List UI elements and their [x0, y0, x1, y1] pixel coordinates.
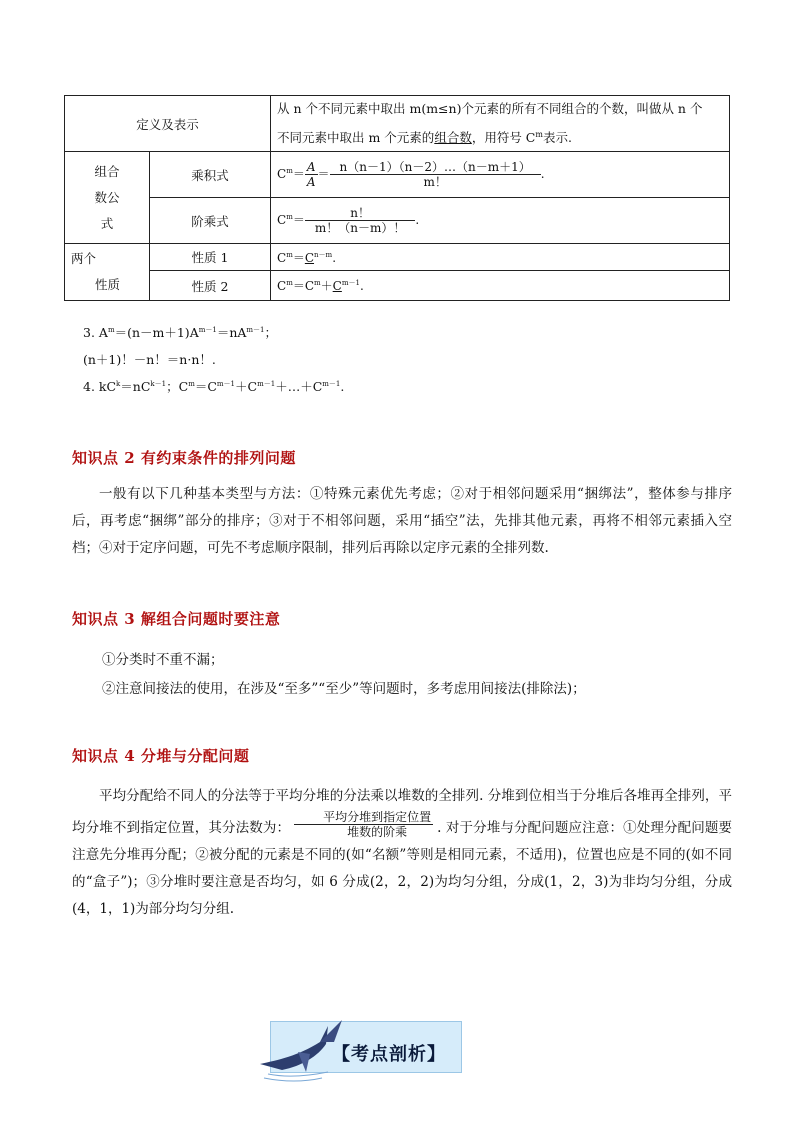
- definition-text-cell: [271, 96, 730, 152]
- formula-sup: n－m: [314, 250, 333, 259]
- fraction-numerator: 平均分堆到指定位置: [323, 810, 432, 824]
- properties-label-line: 两个: [71, 251, 97, 267]
- combination-number-term: 组合数: [434, 130, 472, 146]
- properties-group-cell: [65, 244, 150, 301]
- formula-symbol: C: [304, 250, 315, 265]
- formula-part: ；C: [166, 379, 189, 394]
- property-2-label: 性质 2: [191, 278, 229, 294]
- formula-sup: m－1: [246, 325, 265, 334]
- formula-sup: m: [286, 213, 293, 222]
- formula-symbol: C: [277, 213, 287, 228]
- property-1-label-cell: [150, 244, 271, 271]
- formula-end: .: [415, 213, 420, 228]
- formula-sup: m: [107, 325, 115, 334]
- formula-sup: m－1: [322, 379, 341, 388]
- formula-symbol: C: [332, 279, 342, 294]
- formula-line-4: [83, 377, 344, 395]
- fraction-numerator: n！: [350, 206, 370, 221]
- fraction-numerator: A: [306, 160, 316, 175]
- formula-plus: ＋: [320, 279, 333, 294]
- definition-label: 定义及表示: [136, 116, 199, 132]
- product-formula-label: 乘积式: [191, 167, 229, 183]
- formula-sup: m: [188, 379, 195, 388]
- fraction-denominator: m！（n－m）！: [305, 220, 416, 235]
- fraction-a-over-a: [305, 160, 318, 189]
- formula-sup: m－1: [257, 379, 276, 388]
- property-1-formula-cell: [271, 244, 730, 271]
- property-1-label: 性质 1: [191, 250, 229, 266]
- product-formula-label-cell: [150, 152, 271, 198]
- formula-part: .: [340, 379, 345, 394]
- key-point-banner-title: 【考点剖析】: [332, 1044, 446, 1065]
- group-label-line: 组合: [94, 163, 120, 179]
- group-label-line: 数公: [94, 189, 120, 205]
- formula-part: ＋…＋C: [275, 379, 323, 394]
- formula-sup: k: [116, 379, 121, 388]
- properties-label-line: 性质: [95, 277, 121, 293]
- formula-part: ＝nA: [216, 325, 247, 340]
- formula-eq: ＝C: [292, 279, 315, 294]
- formula-part: ＝C: [194, 379, 217, 394]
- formula-sup: m: [286, 279, 293, 288]
- formula-eq: ＝: [292, 250, 305, 265]
- definition-text-line-1: 从 n 个不同元素中取出 m(m≤n)个元素的所有不同组合的个数，叫做从 n 个: [277, 101, 703, 116]
- formula-symbol: C: [277, 250, 287, 265]
- definition-text-line-2: [277, 122, 723, 151]
- formula-part: ＝(n－m＋1)A: [114, 325, 199, 340]
- fraction-denominator: A: [306, 175, 316, 190]
- definition-label-cell: [65, 96, 271, 152]
- factorial-formula-label: 阶乘式: [191, 213, 229, 229]
- formula-sup: m－1: [198, 325, 217, 334]
- section-2-paragraph: 一般有以下几种基本类型与方法：①特殊元素优先考虑；②对于相邻问题采用“捆绑法”，整体参与排序后，再考虑“捆绑”部分的排序；③对于不相邻问题，采用“插空”法，先排其他元素，再将不相邻元素插入空档；④对于定序问题，可先不考虑顺序限制，排列后再除以定序元素的全排列数.: [72, 486, 732, 556]
- section-4-paragraph: [72, 783, 732, 923]
- group-label-line: 式: [100, 215, 114, 231]
- section-3-heading: 知识点 3 解组合问题时要注意: [72, 610, 281, 628]
- formula-line-3: [83, 323, 277, 341]
- formula-part: 4. kC: [83, 379, 117, 394]
- combination-formula-group-cell: [65, 152, 150, 244]
- formula-part: 3. A: [83, 325, 108, 340]
- definition-text-part: 不同元素中取出 m 个元素的: [277, 130, 435, 146]
- factorial-formula-label-cell: [150, 198, 271, 244]
- fraction-denominator: m！: [330, 174, 541, 189]
- formula-symbol: C: [277, 167, 287, 182]
- formula-sup: m－1: [216, 379, 236, 388]
- formula-part: ；: [264, 325, 277, 340]
- section-4-text: 平均分配给不同人的分法等于平均分堆的分法乘以堆数的全排列. 分堆到位相当于分堆后各堆再全排列，平均分堆不到指定位置，其分法数为：: [72, 788, 732, 836]
- formula-eq: ＝: [292, 213, 305, 228]
- formula-part: ＝nC: [120, 379, 151, 394]
- formula-end: .: [540, 167, 545, 182]
- formula-sup: m－1: [341, 279, 360, 288]
- formula-part: (n＋1)！－n！＝n·n！.: [83, 352, 216, 367]
- combination-definition-table: [64, 95, 730, 301]
- formula-eq: ＝: [317, 167, 330, 182]
- formula-sup: m: [286, 167, 293, 176]
- definition-text-part: ，用符号 C: [471, 130, 536, 146]
- section-4-text: . 对于分堆与分配问题应注意：①处理分配问题要注意先分堆再分配；②被分配的元素是不同的(如“名额”等则是相同元素，不适用)，位置也应是不同的(如不同的“盒子”)；③分堆时要注意是否均匀，如 6 分成(2，2，2)为均匀分组，分成(1，2，3)为非均匀分组，分成(4，1，1)为部分均匀分组.: [72, 820, 732, 917]
- property-2-formula-cell: [271, 271, 730, 301]
- formula-sup: k－1: [150, 379, 167, 388]
- definition-symbol-sup: m: [535, 130, 543, 139]
- formula-line-3b: [83, 350, 216, 368]
- definition-text-part: 表示.: [542, 130, 572, 146]
- arrangement-fraction: [294, 810, 433, 839]
- formula-sup: m: [286, 250, 293, 259]
- property-2-label-cell: [150, 271, 271, 301]
- fraction-factorial-formula: [305, 206, 416, 235]
- formula-eq: ＝: [292, 167, 305, 182]
- formula-sup: m: [314, 279, 321, 288]
- formula-symbol: C: [277, 279, 287, 294]
- fraction-denominator: 堆数的阶乘: [294, 824, 433, 839]
- section-3-item-1: ①分类时不重不漏；: [102, 652, 224, 668]
- formula-part: ＋C: [235, 379, 258, 394]
- section-4-heading: 知识点 4 分堆与分配问题: [72, 747, 250, 765]
- formula-end: .: [359, 279, 364, 294]
- fraction-numerator: n（n－1）（n－2）…（n－m＋1）: [339, 160, 531, 175]
- fraction-product-formula: [330, 160, 541, 189]
- factorial-formula-cell: [271, 198, 730, 244]
- formula-end: .: [332, 250, 337, 265]
- section-2-heading: 知识点 2 有约束条件的排列问题: [72, 449, 296, 467]
- section-3-item-2: ②注意间接法的使用，在涉及“至多”“至少”等问题时，多考虑用间接法(排除法)；: [102, 681, 586, 697]
- product-formula-cell: [271, 152, 730, 198]
